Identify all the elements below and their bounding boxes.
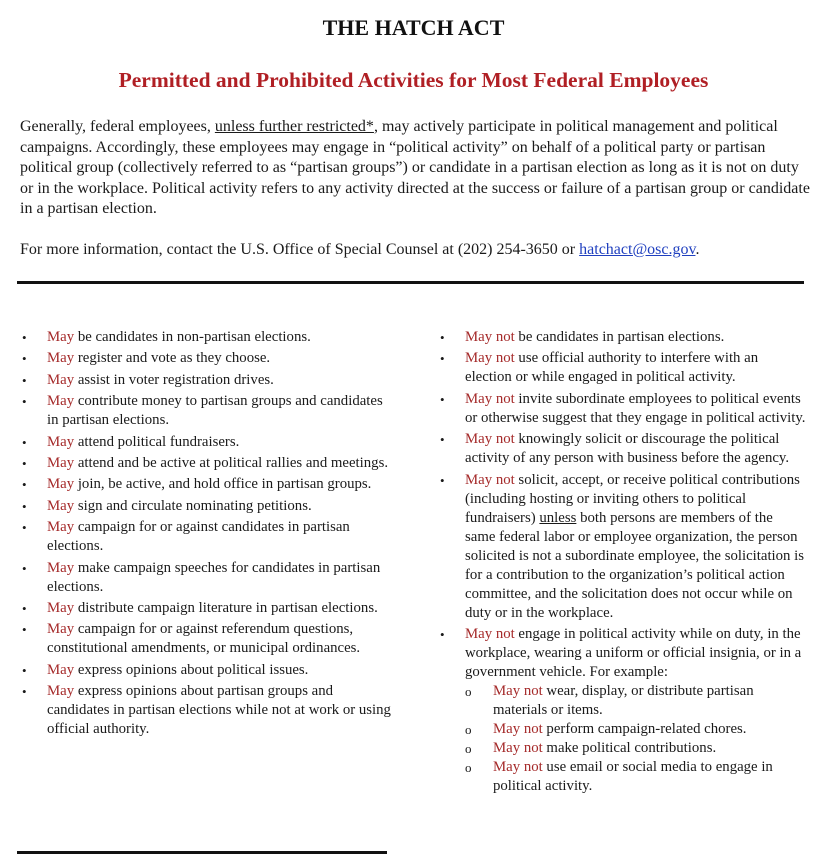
item-text: attend political fundraisers. xyxy=(74,433,240,450)
intro-underlined: unless further restricted* xyxy=(214,118,374,135)
prohibited-list xyxy=(438,328,806,798)
bullet-icon: • xyxy=(22,684,27,700)
may-not-label: May not xyxy=(493,739,543,756)
solicit-text-1: solicit, accept, or receive political contributions (including hosting or inviting others to political fundraisers) xyxy=(465,471,800,526)
permitted-item xyxy=(20,682,392,739)
may-label: May xyxy=(47,371,75,388)
permitted-item xyxy=(20,559,392,597)
bullet-icon: • xyxy=(22,520,27,536)
duty-text: engage in political activity while on duty, in the workplace, wearing a uniform or official insignia, or in a government vehicle. For example: xyxy=(465,625,802,680)
may-not-label: May not xyxy=(465,329,515,345)
bullet-icon: • xyxy=(22,434,27,450)
may-label: May xyxy=(47,661,75,678)
may-label: May xyxy=(47,350,75,367)
may-not-label: May not xyxy=(493,682,543,699)
may-label: May xyxy=(47,519,75,536)
may-label: May xyxy=(47,454,75,471)
prohibited-item xyxy=(438,349,806,387)
example-item xyxy=(465,682,806,720)
item-text: register and vote as they choose. xyxy=(74,350,271,367)
may-label: May xyxy=(47,329,75,345)
intro-text-2: , may actively participate in political management and political campaigns. Accordingly, these employees may engage in “political activity” on behalf of a political party or partisan political group (collectively referred to as “partisan groups”) or candidate in a partisan election as long as it is not on duty or in the workplace. Political activity refers to any activity directed at the success or failure of a partisan group or candidate in a partisan election. xyxy=(20,118,810,217)
permitted-item xyxy=(20,454,392,473)
may-label: May xyxy=(47,683,75,700)
may-label: May xyxy=(47,599,75,616)
permitted-item xyxy=(20,497,392,516)
permitted-item xyxy=(20,349,392,368)
bullet-icon: • xyxy=(440,351,445,367)
bullet-icon: • xyxy=(22,662,27,678)
permitted-item xyxy=(20,518,392,556)
bullet-icon: • xyxy=(22,477,27,493)
may-label: May xyxy=(47,476,75,493)
permitted-list xyxy=(20,328,392,741)
permitted-item xyxy=(20,371,392,390)
item-text: assist in voter registration drives. xyxy=(74,371,274,388)
may-label: May xyxy=(47,393,75,410)
prohibited-item xyxy=(438,430,806,468)
item-text: invite subordinate employees to political events or otherwise suggest that they engage in political activity. xyxy=(465,390,806,426)
item-text: wear, display, or distribute partisan materials or items. xyxy=(493,682,754,718)
item-text: express opinions about partisan groups and candidates in partisan elections while not at work or using official authority. xyxy=(47,683,391,738)
sub-bullet-icon: o xyxy=(465,721,472,737)
example-item xyxy=(465,758,806,796)
bottom-divider xyxy=(17,851,387,854)
example-list xyxy=(465,682,806,796)
item-text: use email or social media to engage in political activity. xyxy=(493,758,773,794)
bullet-icon: • xyxy=(22,394,27,410)
item-text: campaign for or against candidates in partisan elections. xyxy=(47,519,350,555)
permitted-item xyxy=(20,328,392,347)
item-text: join, be active, and hold office in partisan groups. xyxy=(74,476,372,493)
item-text: contribute money to partisan groups and candidates in partisan elections. xyxy=(47,393,383,429)
solicit-unless: unless xyxy=(539,509,577,526)
may-not-label: May not xyxy=(493,758,543,775)
top-divider xyxy=(17,281,804,284)
permitted-item xyxy=(20,433,392,452)
prohibited-item-solicit xyxy=(438,471,806,623)
permitted-item xyxy=(20,392,392,430)
bullet-icon: • xyxy=(22,600,27,616)
may-not-label: May not xyxy=(465,390,515,407)
item-text: use official authority to interfere with an election or while engaged in political activity. xyxy=(465,350,759,386)
prohibited-item-on-duty xyxy=(438,625,806,796)
prohibited-item xyxy=(438,328,806,347)
item-text: knowingly solicit or discourage the political activity of any person with business before the agency. xyxy=(465,431,790,467)
example-item xyxy=(465,739,806,758)
bullet-icon: • xyxy=(22,330,27,345)
item-text: campaign for or against referendum questions, constitutional amendments, or municipal ordinances. xyxy=(47,621,361,657)
item-text: make political contributions. xyxy=(542,739,717,756)
sub-bullet-icon: o xyxy=(465,759,472,775)
bullet-icon: • xyxy=(440,432,445,448)
intro-paragraph xyxy=(20,117,810,220)
bullet-icon: • xyxy=(440,391,445,407)
item-text: be candidates in partisan elections. xyxy=(514,329,725,345)
email-link[interactable]: hatchact@osc.gov xyxy=(579,241,696,258)
bullet-icon: • xyxy=(440,626,445,642)
bullet-icon: • xyxy=(22,455,27,471)
permitted-item xyxy=(20,475,392,494)
permitted-item xyxy=(20,599,392,618)
may-not-label: May not xyxy=(465,350,515,367)
item-text: express opinions about political issues. xyxy=(74,661,309,678)
permitted-item xyxy=(20,661,392,680)
may-not-label: May not xyxy=(465,471,515,488)
contact-line xyxy=(20,240,810,261)
item-text: distribute campaign literature in partisan elections. xyxy=(74,599,378,616)
contact-end: . xyxy=(695,241,700,258)
may-label: May xyxy=(47,497,75,514)
prohibited-item xyxy=(438,390,806,428)
item-text: make campaign speeches for candidates in partisan elections. xyxy=(47,559,381,595)
bullet-icon: • xyxy=(22,560,27,576)
may-label: May xyxy=(47,559,75,576)
bullet-icon: • xyxy=(22,622,27,638)
bullet-icon: • xyxy=(22,372,27,388)
may-label: May xyxy=(47,433,75,450)
may-not-label: May not xyxy=(465,431,515,448)
may-not-label: May not xyxy=(493,720,543,737)
bullet-icon: • xyxy=(440,330,445,345)
contact-text: For more information, contact the U.S. Office of Special Counsel at (202) 254-3650 or xyxy=(20,241,580,258)
may-label: May xyxy=(47,621,75,638)
item-text: sign and circulate nominating petitions. xyxy=(74,497,312,514)
sub-bullet-icon: o xyxy=(465,740,472,756)
sub-bullet-icon: o xyxy=(465,683,472,699)
permitted-item xyxy=(20,620,392,658)
bullet-icon: • xyxy=(22,351,27,367)
item-text: attend and be active at political rallies and meetings. xyxy=(74,454,389,471)
example-item xyxy=(465,720,806,739)
solicit-text-2: both persons are members of the same federal labor or employee organization, the person solicited is not a subordinate employee, the solicitation is for a contribution to the organization’s political action committee, and the solicitation does not occur while on duty or in the workplace. xyxy=(465,509,805,621)
bullet-icon: • xyxy=(440,472,445,488)
may-not-label: May not xyxy=(465,625,515,642)
document-title: THE HATCH ACT xyxy=(322,15,505,40)
document-subtitle: Permitted and Prohibited Activities for Most Federal Employees xyxy=(118,68,709,92)
bullet-icon: • xyxy=(22,498,27,514)
intro-text-1: Generally, federal employees, xyxy=(20,118,215,135)
item-text: perform campaign-related chores. xyxy=(542,720,747,737)
item-text: be candidates in non-partisan elections. xyxy=(74,329,311,345)
